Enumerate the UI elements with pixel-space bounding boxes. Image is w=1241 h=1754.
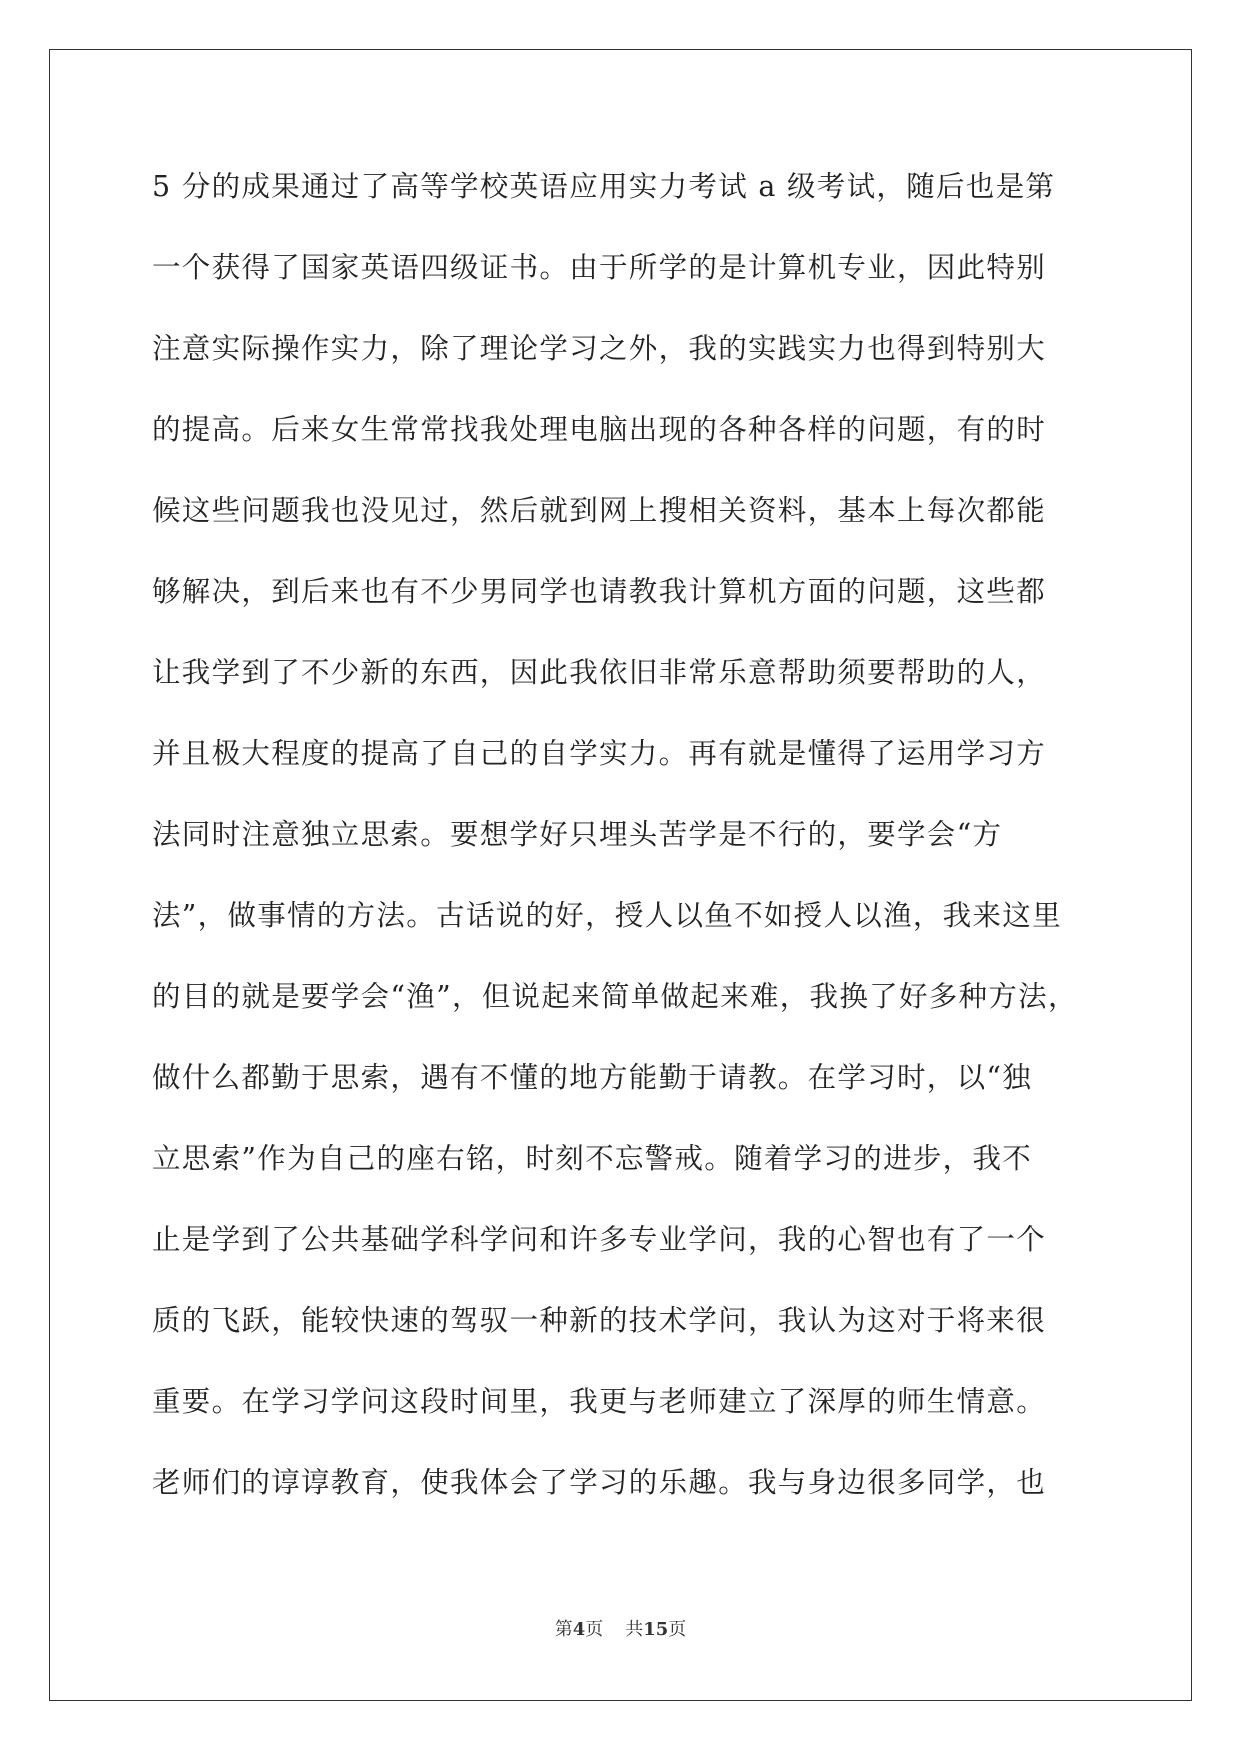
text-line: 质的飞跃，能较快速的驾驭一种新的技术学问，我认为这对于将来很 [152,1304,1047,1337]
text-line: 够解决，到后来也有不少男同学也请教我计算机方面的问题，这些都 [152,575,1047,608]
total-pages: 15 [643,1619,669,1640]
text-line: 重要。在学习学问这段时间里，我更与老师建立了深厚的师生情意。 [152,1385,1047,1418]
page-footer [0,1615,1241,1641]
text-line: 候这些问题我也没见过，然后就到网上搜相关资料，基本上每次都能 [152,494,1047,527]
page-prefix: 第 [554,1619,573,1640]
total-prefix: 共 [625,1619,644,1640]
text-line: 注意实际操作实力，除了理论学习之外，我的实践实力也得到特别大 [152,332,1047,365]
text-line: 一个获得了国家英语四级证书。由于所学的是计算机专业，因此特别 [152,251,1047,284]
page-suffix: 页 [585,1619,604,1640]
text-line: 老师们的谆谆教育，使我体会了学习的乐趣。我与身边很多同学，也 [152,1466,1047,1499]
text-line: 5 分的成果通过了高等学校英语应用实力考试 a 级考试，随后也是第 [152,170,1056,203]
text-line: 止是学到了公共基础学科学问和许多专业学问，我的心智也有了一个 [152,1223,1047,1256]
document-body [152,162,1092,1539]
page-number: 4 [572,1619,586,1640]
text-line: 并且极大程度的提高了自己的自学实力。再有就是懂得了运用学习方 [152,737,1047,770]
text-line: 法”，做事情的方法。古话说的好，授人以鱼不如授人以渔，我来这里 [152,899,1062,932]
text-line: 立思索”作为自己的座右铭，时刻不忘警戒。随着学习的进步，我不 [152,1142,1033,1175]
text-line: 做什么都勤于思索，遇有不懂的地方能勤于请教。在学习时，以“独 [152,1061,1033,1094]
text-line: 的提高。后来女生常常找我处理电脑出现的各种各样的问题，有的时 [152,413,1047,446]
text-line: 法同时注意独立思索。要想学好只埋头苦学是不行的，要学会“方 [152,818,1003,851]
text-line: 让我学到了不少新的东西，因此我依旧非常乐意帮助须要帮助的人， [152,656,1047,689]
text-line: 的目的就是要学会“渔”，但说起来简单做起来难，我换了好多种方法， [152,980,1078,1013]
total-suffix: 页 [668,1619,687,1640]
